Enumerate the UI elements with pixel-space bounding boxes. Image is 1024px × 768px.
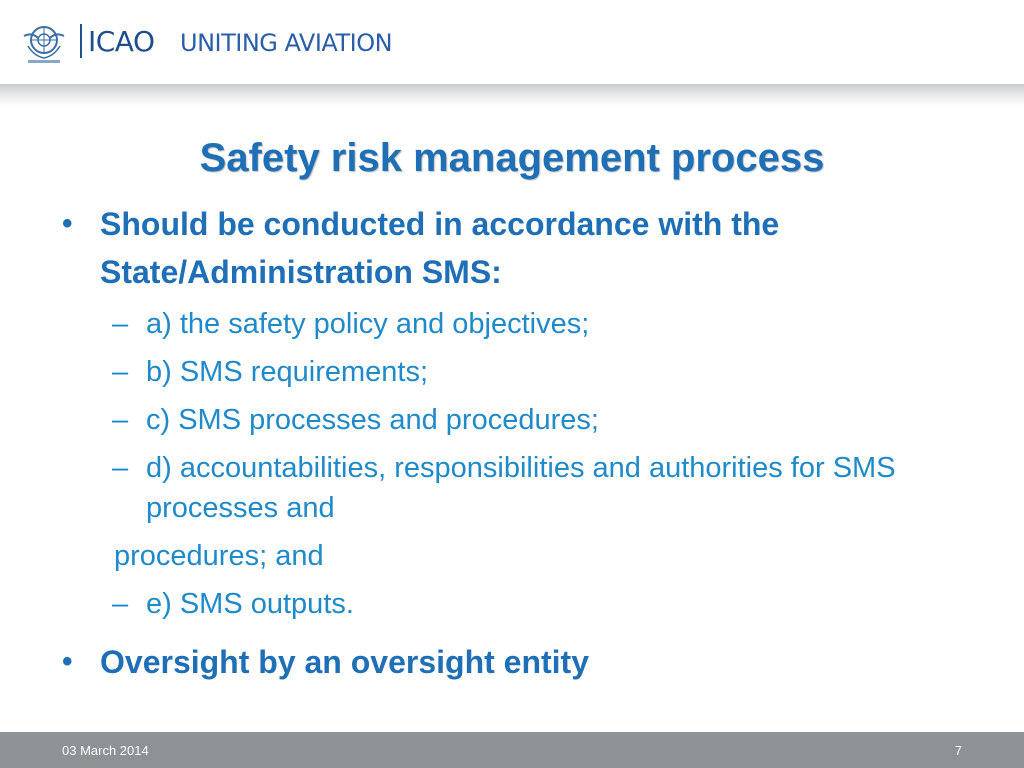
continuation-line: procedures; and [114, 540, 324, 572]
header-shadow [0, 84, 1024, 106]
sub-bullet-item [58, 584, 978, 624]
sub-bullet-item [58, 352, 978, 392]
bullet-text: Oversight by an oversight entity [100, 644, 589, 680]
logo-separator [80, 24, 82, 58]
bullet-item [58, 200, 978, 296]
page-number: 7 [954, 743, 962, 758]
bullet-dot-icon: • [62, 207, 73, 240]
footer-date: 03 March 2014 [62, 743, 149, 758]
bullet-dot-icon: • [62, 645, 73, 678]
org-logo-text: ICAO [88, 25, 155, 58]
un-emblem-icon [18, 16, 70, 68]
header-band [0, 0, 1024, 84]
bullet-item [58, 638, 978, 686]
sub-bullet-text: a) the safety policy and objectives; [146, 308, 590, 340]
slide-body [58, 200, 978, 686]
sub-bullet-text: c) SMS processes and procedures; [146, 404, 599, 436]
bullet-text: Should be conducted in accordance with the State/Administration SMS: [100, 206, 780, 290]
sub-bullet-text: b) SMS requirements; [146, 356, 429, 388]
dash-icon: – [112, 404, 129, 436]
sub-bullet-item [58, 400, 978, 440]
sub-bullet-item [58, 448, 978, 528]
org-tagline: UNITING AVIATION [180, 29, 393, 57]
dash-icon: – [112, 452, 129, 484]
sub-bullet-text: e) SMS outputs. [146, 588, 354, 620]
sub-bullet-item [58, 304, 978, 344]
sub-bullet-text: d) accountabilities, responsibilities and authorities for SMS processes and [146, 452, 896, 524]
footer-bar [0, 732, 1024, 768]
dash-icon: – [112, 356, 129, 388]
dash-icon: – [112, 588, 129, 620]
dash-icon: – [112, 308, 129, 340]
slide-title: Safety risk management process [199, 136, 825, 180]
